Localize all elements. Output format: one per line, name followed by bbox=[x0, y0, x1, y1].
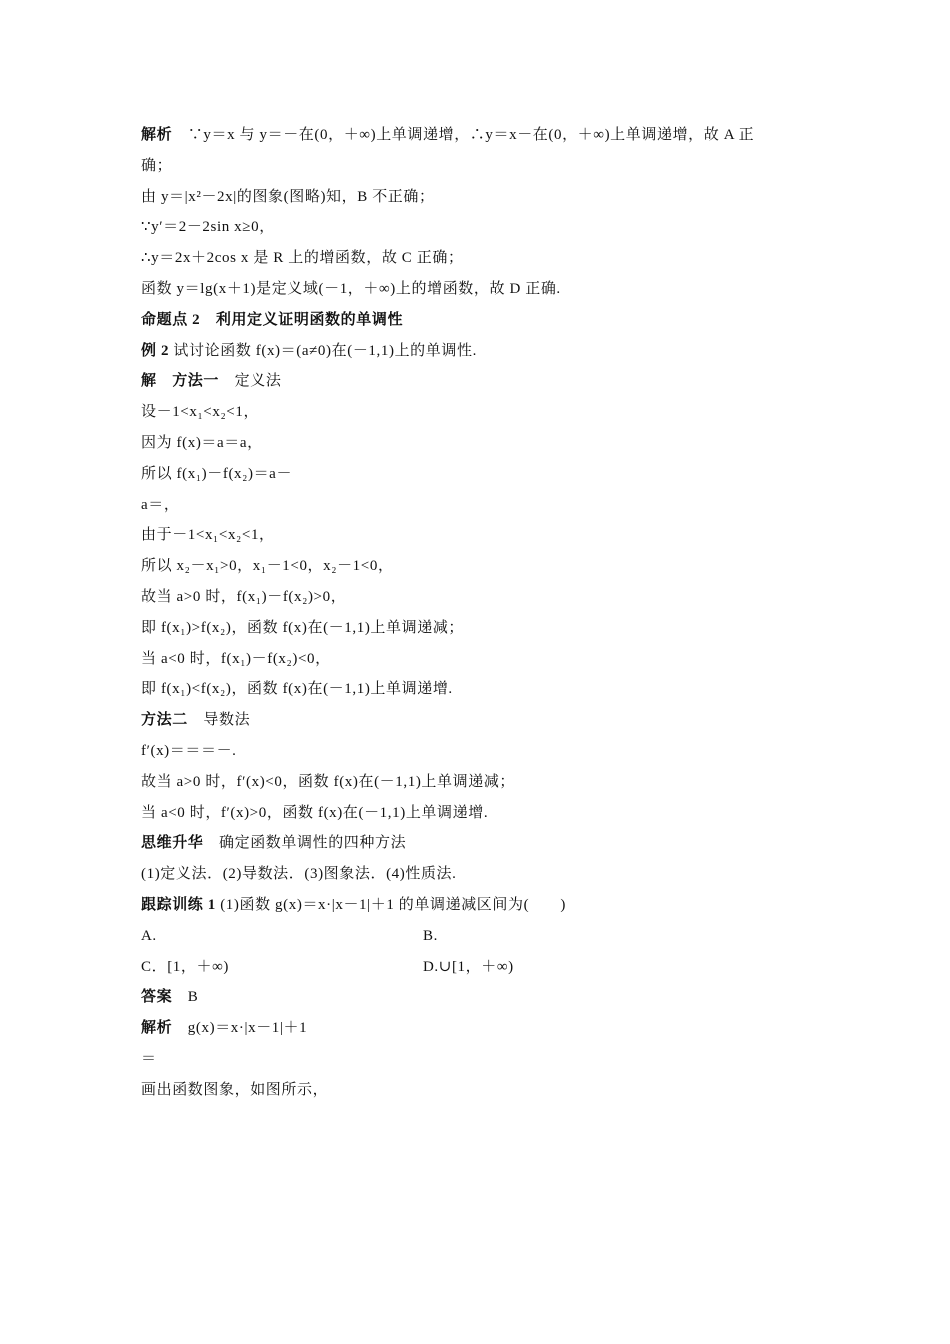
body-line-5 bbox=[141, 274, 821, 305]
body-line-15 bbox=[141, 582, 821, 613]
body-line-18 bbox=[141, 674, 821, 705]
body-line-9 bbox=[141, 397, 821, 428]
body-line-10 bbox=[141, 428, 821, 459]
line-text: 由 y＝|x²－2x|的图象(图略)知，B 不正确； bbox=[141, 188, 435, 205]
line-text: 故当 a>0 时，f(x₁)－f(x₂)>0， bbox=[141, 588, 347, 605]
line-text: 定义法 bbox=[219, 373, 282, 390]
body-line-3 bbox=[141, 212, 821, 243]
line-text: f′(x)＝＝＝－. bbox=[141, 742, 237, 759]
options-row-2 bbox=[141, 952, 821, 983]
line-label: 思维升华 bbox=[141, 835, 204, 852]
body-line-8 bbox=[141, 366, 821, 397]
line-text: 函数 y＝lg(x＋1)是定义域(－1，＋∞)上的增函数，故 D 正确. bbox=[141, 280, 561, 297]
tail-line-3 bbox=[141, 1075, 821, 1106]
body-line-16 bbox=[141, 613, 821, 644]
line-text: (1)定义法．(2)导数法．(3)图象法．(4)性质法. bbox=[141, 866, 457, 883]
line-text: 确； bbox=[141, 157, 173, 174]
option-a[interactable]: A. bbox=[141, 927, 157, 944]
options-row-1 bbox=[141, 921, 821, 952]
line-label: 跟踪训练 1 bbox=[141, 896, 216, 913]
body-line-25 bbox=[141, 890, 821, 921]
line-text: ∴y＝2x＋2cos x 是 R 上的增函数，故 C 正确； bbox=[141, 250, 464, 267]
document-page bbox=[141, 120, 821, 1106]
line-label: 解 方法一 bbox=[141, 373, 220, 390]
line-label: 例 2 bbox=[141, 342, 170, 359]
line-text: 当 a<0 时，f′(x)>0，函数 f(x)在(－1,1)上单调递增. bbox=[141, 804, 489, 821]
line-text: ∵y′＝2－2sin x≥0， bbox=[141, 219, 275, 236]
line-text: 因为 f(x)＝a＝a， bbox=[141, 434, 263, 451]
line-label: 答案 bbox=[141, 989, 173, 1006]
line-label: 解析 bbox=[141, 127, 173, 143]
body-line-22 bbox=[141, 798, 821, 829]
body-line-23 bbox=[141, 828, 821, 859]
line-text: 导数法 bbox=[187, 712, 251, 729]
line-text: 即 f(x₁)<f(x₂)，函数 f(x)在(－1,1)上单调递增. bbox=[141, 681, 453, 698]
body-line-19 bbox=[141, 705, 821, 736]
body-line-6 bbox=[141, 305, 821, 336]
line-text: 所以 f(x₁)－f(x₂)＝a－ bbox=[141, 465, 293, 482]
line-text: 所以 x₂－x₁>0，x₁－1<0，x₂－1<0， bbox=[141, 558, 394, 575]
line-text: 确定函数单调性的四种方法 bbox=[203, 835, 407, 852]
tail-line-0 bbox=[141, 982, 821, 1013]
body-line-1 bbox=[141, 151, 821, 182]
line-text: ∵y＝x 与 y＝－在(0，＋∞)上单调递增，∴y＝x－在(0，＋∞)上单调递增，故 A 正 bbox=[172, 127, 755, 143]
body-line-14 bbox=[141, 551, 821, 582]
line-label: 命题点 2 利用定义证明函数的单调性 bbox=[141, 311, 404, 328]
option-b[interactable]: B. bbox=[423, 927, 438, 944]
line-text: a＝， bbox=[141, 496, 180, 513]
body-line-17 bbox=[141, 644, 821, 675]
line-text: 由于－1<x₁<x₂<1， bbox=[141, 527, 275, 544]
option-c[interactable]: C．[1，＋∞) bbox=[141, 958, 229, 975]
body-line-2 bbox=[141, 182, 821, 213]
line-text: 画出函数图象，如图所示， bbox=[141, 1081, 329, 1098]
body-line-12 bbox=[141, 490, 821, 521]
body-line-4 bbox=[141, 243, 821, 274]
line-text: (1)函数 g(x)＝x·|x－1|＋1 的单调递减区间为( ) bbox=[215, 896, 566, 913]
body-line-24 bbox=[141, 859, 821, 890]
body-line-7 bbox=[141, 336, 821, 367]
line-text: ＝ bbox=[141, 1050, 157, 1067]
line-text: 设－1<x₁<x₂<1， bbox=[141, 404, 260, 421]
line-text: 当 a<0 时，f(x₁)－f(x₂)<0， bbox=[141, 650, 331, 667]
line-text: 即 f(x₁)>f(x₂)，函数 f(x)在(－1,1)上单调递减； bbox=[141, 619, 465, 636]
body-line-21 bbox=[141, 767, 821, 798]
body-line-0 bbox=[141, 120, 821, 151]
line-text: 故当 a>0 时，f′(x)<0，函数 f(x)在(－1,1)上单调递减； bbox=[141, 773, 516, 790]
tail-line-2 bbox=[141, 1044, 821, 1075]
line-text: 试讨论函数 f(x)＝(a≠0)在(－1,1)上的单调性. bbox=[169, 342, 477, 359]
option-d[interactable]: D.∪[1，＋∞) bbox=[423, 958, 514, 975]
line-text: B bbox=[172, 989, 199, 1006]
body-line-20 bbox=[141, 736, 821, 767]
line-label: 解析 bbox=[141, 1020, 173, 1037]
body-line-11 bbox=[141, 459, 821, 490]
line-text: g(x)＝x·|x－1|＋1 bbox=[172, 1020, 308, 1037]
tail-line-1 bbox=[141, 1013, 821, 1044]
line-label: 方法二 bbox=[141, 712, 188, 729]
body-line-13 bbox=[141, 520, 821, 551]
